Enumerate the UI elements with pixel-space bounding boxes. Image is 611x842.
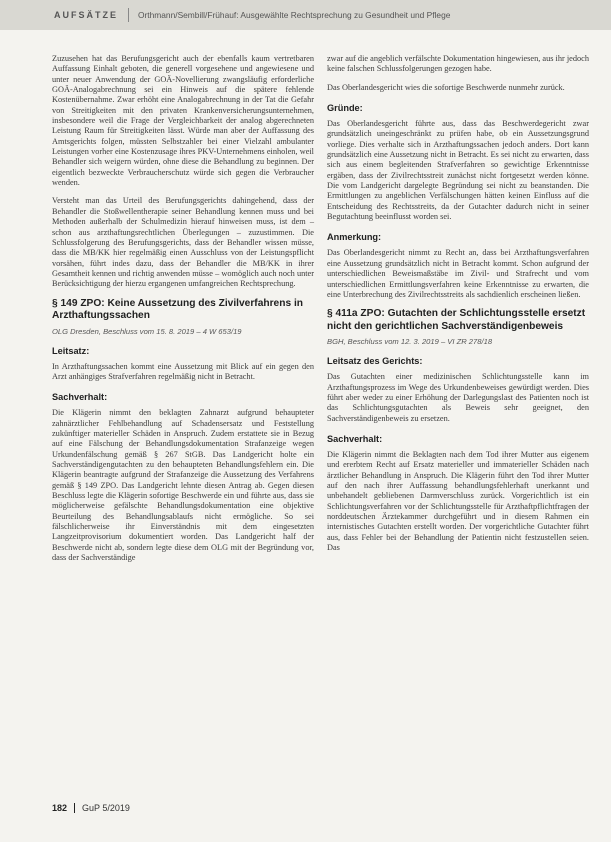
sachverhalt-heading: Sachverhalt:	[52, 392, 108, 403]
case-citation: OLG Dresden, Beschluss vom 15. 8. 2019 – 4 W 653/19	[52, 326, 242, 336]
journal-issue: GuP 5/2019	[82, 803, 130, 813]
anmerkung-heading: Anmerkung:	[327, 232, 382, 243]
running-title: Orthmann/Sembill/Frühauf: Ausgewählte Rechtsprechung zu Gesundheit und Pflege	[138, 10, 451, 20]
footer-divider	[74, 803, 75, 813]
sachverhalt-text: Die Klägerin nimmt die Beklagten nach dem Tod ihrer Mutter aus eigenem und ererbtem Recht auf Ersatz materieller und immaterieller Schäden nach ärztlicher Behandlung in Anspruch. Die Klägerin führt den Tod ihrer Mutter auf den nach ihrer Auffassung behandlungsfehlerhaft unerkannt und unbehandelt gebliebenen Darmverschluss zurück. Vorgerichtlich ist ein Schlichtungsverfahren vor der Schlichtungsstelle für Arzthaftpflichtfragen der norddeutschen Ärztekammer durchgeführt und in diesem Rahmen ein internistisches Gutachten erstellt worden. Der vorgerichtliche Gutachter führt aus, dass Fehler bei der Behandlung der Patientin nicht festzustellen seien. Das	[327, 449, 589, 552]
paragraph: zwar auf die angeblich verfälschte Dokumentation hingewiesen, aus ihr jedoch keine falschen Schlussfolgerungen gezogen habe.	[327, 54, 589, 74]
leitsatz-heading: Leitsatz des Gerichts:	[327, 356, 423, 367]
page-footer	[52, 803, 130, 813]
leitsatz-heading: Leitsatz:	[52, 345, 90, 356]
page-number: 182	[52, 803, 68, 813]
gruende-heading: Gründe:	[327, 103, 363, 114]
article-heading: § 411a ZPO: Gutachten der Schlichtungsstelle ersetzt nicht den gerichtlichen Sachverständigenbeweis	[327, 308, 586, 332]
left-column	[52, 54, 314, 571]
case-citation: BGH, Beschluss vom 12. 3. 2019 – VI ZR 278/18	[327, 337, 493, 347]
gruende-text: Das Oberlandesgericht führte aus, dass das Beschwerdegericht zwar grundsätzlich uneingeschränkt zu prüfen habe, ob ein Aussetzungsgrund vorliege. Dies verhalte sich in Arzthaftungssachen jedoch anders. Dort kann grundsätzlich eine Aussetzung nicht in Betracht. Es sei nicht zu erwarten, dass sich aus einem begleitenden Strafverfahren so gewichtige Erkenntnisse ergäben, dass der Zivilrechtsstreit zunächst nicht fortgesetzt werden könne. Die vom Landgericht dargelegte Begründung sei nicht zu beanstanden. Die Ermittlungen zu angeblichen Verfälschungen hätten keinen Einfluss auf die Entscheidung des Rechtsstreits, da der Gutachter dadurch nicht in seiner Begutachtung beeinflusst worden sei.	[327, 119, 589, 222]
anmerkung-text: Das Oberlandesgericht nimmt zu Recht an, dass bei Arzthaftungsverfahren eine Aussetzung grundsätzlich nicht in Betracht kommt. Schon aufgrund der unterschiedlichen Beweismaßstäbe im Zivil- und Strafrecht und vom unterschiedlichen Ermittlungsverfahren keine Erkenntnisse zu erwarten, die eine Unterbrechung des Zivilrechtsstreits als sachdienlich erscheinen ließen.	[327, 248, 589, 299]
sachverhalt-text: Die Klägerin nimmt den beklagten Zahnarzt aufgrund behaupteter zahnärztlicher Fehlbehandlung auf Schadensersatz und Feststellung zukünftiger materieller Schäden in Anspruch. Zudem erstattete sie in Bezug auf eine Fälschung der Behandlungsdokumentation Strafanzeige wegen Urkundenfälschung gemäß § 267 StGB. Das Landgericht holte ein Sachverständigengutachten zu den behaupteten Behandlungsfehlern ein. Die Klägerin beantragte aufgrund der Strafanzeige die Aussetzung des Verfahrens gemäß § 149 ZPO. Das Landgericht lehnte diesen Antrag ab. Gegen diesen Beschluss legte die Klägerin sofortige Beschwerde ein und führte aus, dass sie möglicherweise gefälschte Behandlungsdokumentation eine objektive Beurteilung des Behandlungsablaufs nicht ermögliche. So sei fälschlicherweise ihr Einverständnis mit dem eingesetzten Langzeitprovisorium dokumentiert worden. Das Landgericht half der Beschwerde nicht ab, sondern legte diese dem OLG mit der Begründung vor, dass der Sachverständige	[52, 408, 314, 563]
paragraph: Versteht man das Urteil des Berufungsgerichts dahingehend, dass der Behandler die Stoßwellentherapie seiner Behandlung kennen muss und bei Methoden außerhalb der Schulmedizin hierauf hinweisen muss, ist dem – schon aus arzthaftungsrechtlichen Überlegungen – zuzustimmen. Die Schlussfolgerung des Berufungsgerichts, dass der Behandler wissen müsse, dass die MB/KK hier regelmäßig einen Ausschluss von der Leistungspflicht vorsähen, führt indes dazu, dass der Behandler die MB/KK in ihrer Gesamtheit kennen und richtig anwenden müsse – womöglich auch noch unter Berücksichtigung der hierzu ergangenen umfangreichen Rechtsprechung.	[52, 196, 314, 289]
leitsatz-text: Das Gutachten einer medizinischen Schlichtungsstelle kann im Arzthaftungsprozess im Wege des Urkundenbeweises gewürdigt werden. Dies führt aber weder zu einer Erhöhung der Darlegungslast des Patienten noch ist das Schlichtungsgutachten als Beweis sehr geeignet, den Sachverständigenbeweis zu ersetzen.	[327, 372, 589, 423]
paragraph: Das Oberlandesgericht wies die sofortige Beschwerde nunmehr zurück.	[327, 82, 565, 92]
right-column	[327, 54, 589, 561]
article-heading: § 149 ZPO: Keine Aussetzung des Zivilverfahrens in Arzthaftungssachen	[52, 297, 303, 322]
page-header	[0, 0, 611, 30]
section-label: AUFSÄTZE	[54, 10, 118, 20]
paragraph: Zuzusehen hat das Berufungsgericht auch der ebenfalls kaum vertretbaren Auffassung Einhalt geboten, die generell vorgesehene und angewiesene und unter neuer Anwendung der GOÄ-Novellierung zwangsläufig erforderliche GOÄ-Analogabrechnung sei ein Hinweis auf die spätere fehlende Kostenübernahme. Zwar erhöht eine Analogabrechnung in der Tat die Gefahr von Streitigkeiten mit den privaten Krankenversicherungsunternehmen, insbesondere weil die Frage der Vergleichbarkeit der analog abgerechneten Leistung Raum für Streitigkeiten lässt. Würde man aber der Auffassung des Amtsgerichts folgen, müssten Selbstzahler bei einer Vielzahl ambulanter Leistungen vorher eine Kostenzusage ihres PKV-Unternehmens einholen, weil Behandler sich weigern würden, ohne diese die Behandlung zu beginnen. Der eigentlich bezweckte Verbraucherschutz würde sich gegen die Verbraucher wenden.	[52, 54, 314, 188]
leitsatz-text: In Arzthaftungssachen kommt eine Aussetzung mit Blick auf ein gegen den Arzt anhängiges Strafverfahren regelmäßig nicht in Betracht.	[52, 361, 314, 381]
sachverhalt-heading: Sachverhalt:	[327, 433, 383, 444]
header-divider	[128, 8, 129, 22]
